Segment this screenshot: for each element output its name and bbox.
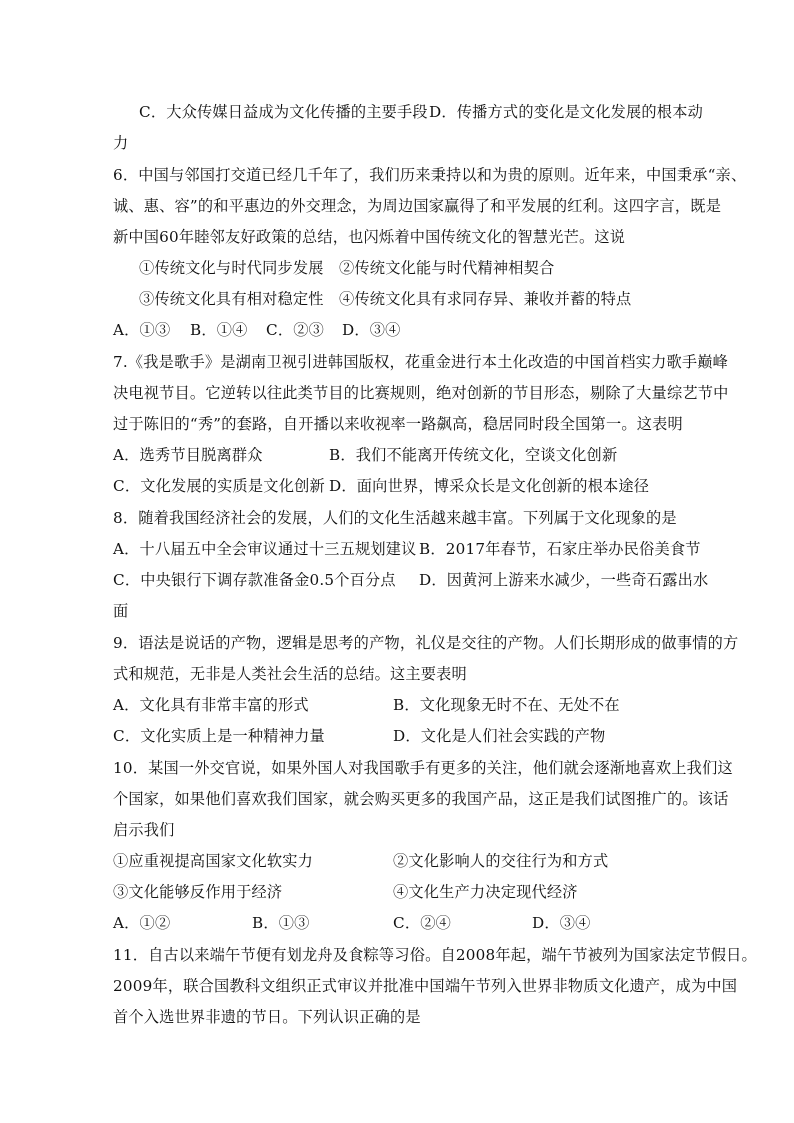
q6-option-d: D．③④ <box>342 321 401 339</box>
q10-option-d: D．③④ <box>532 914 591 932</box>
q8-option-c: C．中央银行下调存款准备金0.5个百分点 <box>113 571 396 589</box>
q10-item-4: ④文化生产力决定现代经济 <box>393 883 578 901</box>
q6-option-a: A．①③ <box>113 321 171 339</box>
q6-stem-line-3: 新中国60年睦邻友好政策的总结，也闪烁着中国传统文化的智慧光芒。这说 <box>113 228 626 246</box>
q8-option-a: A．十八届五中全会审议通过十三五规划建议 <box>113 540 417 558</box>
q9-option-c: C．文化实质上是一种精神力量 <box>113 727 325 745</box>
q5-option-d: D．传播方式的变化是文化发展的根本动 <box>429 103 703 121</box>
q10-item-2: ②文化影响人的交往行为和方式 <box>393 852 609 870</box>
q7-option-d: D．面向世界，博采众长是文化创新的根本途径 <box>329 477 650 495</box>
q7-option-b: B．我们不能离开传统文化，空谈文化创新 <box>329 446 618 464</box>
q7-stem-line-3: 过于陈旧的“秀”的套路，自开播以来收视率一路飙高，稳居同时段全国第一。这表明 <box>113 415 683 433</box>
q6-option-c: C．②③ <box>266 321 324 339</box>
q8-stem: 8．随着我国经济社会的发展，人们的文化生活越来越丰富。下列属于文化现象的是 <box>113 509 677 527</box>
q5-option-c: C．大众传媒日益成为文化传播的主要手段 <box>139 103 428 121</box>
q10-item-3: ③文化能够反作用于经济 <box>113 883 283 901</box>
q9-option-b: B．文化现象无时不在、无处不在 <box>393 696 620 714</box>
q7-option-c: C．文化发展的实质是文化创新 <box>113 477 325 495</box>
q10-option-a: A．①② <box>113 914 171 932</box>
q9-stem-line-2: 式和规范，无非是人类社会生活的总结。这主要表明 <box>113 665 467 683</box>
q10-stem-line-2: 个国家，如果他们喜欢我们国家，就会购买更多的我国产品，这正是我们试图推广的。该话 <box>113 790 729 808</box>
q9-option-d: D．文化是人们社会实践的产物 <box>393 727 606 745</box>
q10-stem-line-3: 启示我们 <box>113 821 175 839</box>
q11-stem-line-1: 11．自古以来端午节便有划龙舟及食粽等习俗。自2008年起，端午节被列为国家法定节假日。 <box>113 946 757 964</box>
q8-option-d-continued: 面 <box>113 602 129 620</box>
q11-stem-line-3: 首个入选世界非遗的节日。下列认识正确的是 <box>113 1008 421 1026</box>
q6-item-row-2: ③传统文化具有相对稳定性 ④传统文化具有求同存异、兼收并蓄的特点 <box>139 290 632 308</box>
q9-option-a: A．文化具有非常丰富的形式 <box>113 696 309 714</box>
q6-item-row-1: ①传统文化与时代同步发展 ②传统文化能与时代精神相契合 <box>139 259 555 277</box>
q10-option-c: C．②④ <box>393 914 451 932</box>
q7-stem-line-1: 7.《我是歌手》是湖南卫视引进韩国版权，花重金进行本土化改造的中国首档实力歌手巅峰 <box>113 353 729 371</box>
q8-option-d: D．因黄河上游来水减少，一些奇石露出水 <box>419 571 709 589</box>
q10-option-b: B．①③ <box>252 914 310 932</box>
q5-option-d-continued: 力 <box>113 134 129 152</box>
q10-item-1: ①应重视提高国家文化软实力 <box>113 852 314 870</box>
q6-option-b: B．①④ <box>190 321 248 339</box>
q7-option-a: A．选秀节目脱离群众 <box>113 446 263 464</box>
q8-option-b: B．2017年春节，石家庄举办民俗美食节 <box>419 540 701 558</box>
q6-stem-line-2: 诚、惠、容”的和平惠边的外交理念，为周边国家赢得了和平发展的红利。这四字言，既是 <box>113 197 722 215</box>
q9-stem-line-1: 9．语法是说话的产物，逻辑是思考的产物，礼仪是交往的产物。人们长期形成的做事情的方 <box>113 634 739 652</box>
q7-stem-line-2: 决电视节目。它逆转以往此类节目的比赛规则，绝对创新的节目形态，剔除了大量综艺节中 <box>113 384 729 402</box>
q11-stem-line-2: 2009年，联合国教科文组织正式审议并批准中国端午节列入世界非物质文化遗产，成为中国 <box>113 977 738 995</box>
q10-stem-line-1: 10．某国一外交官说，如果外国人对我国歌手有更多的关注，他们就会逐渐地喜欢上我们这 <box>113 759 733 777</box>
q6-stem-line-1: 6．中国与邻国打交道已经几千年了，我们历来秉持以和为贵的原则。近年来，中国秉承“亲、 <box>113 166 747 184</box>
